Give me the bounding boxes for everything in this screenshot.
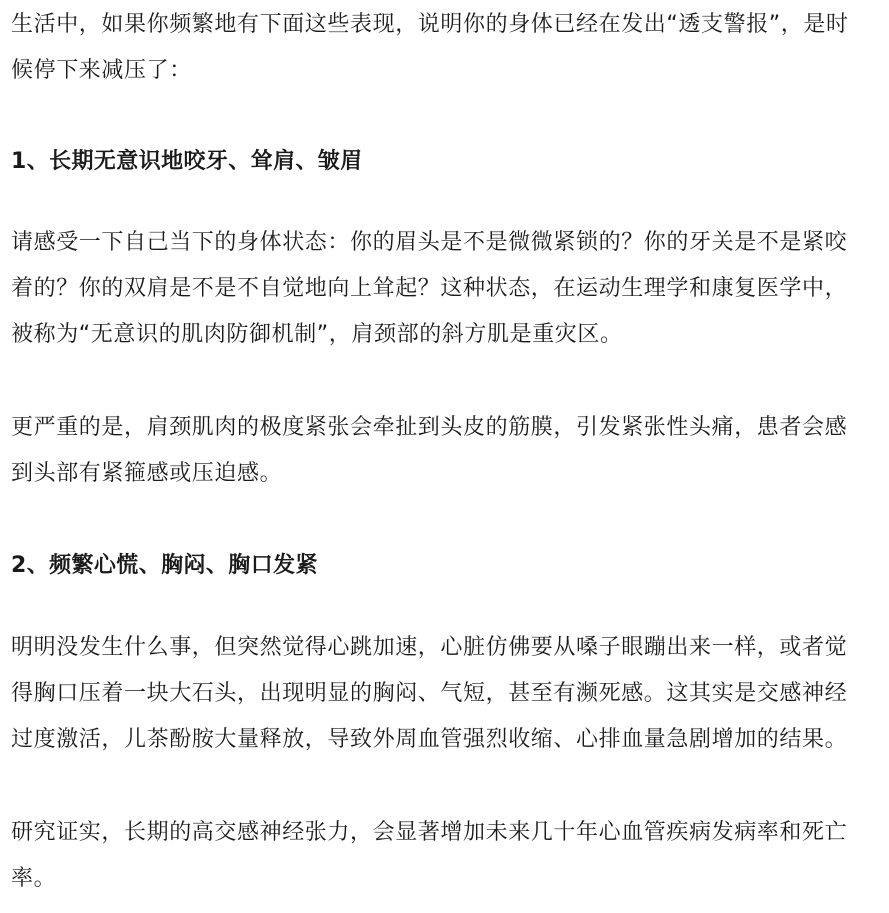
text-line: 更严重的是，肩颈肌肉的极度紧张会牵扯到头皮的筋膜，引发紧张性头痛，患者会感 <box>11 415 848 440</box>
text-line: 候停下来减压了： <box>11 58 192 83</box>
section-1-heading: 1、长期无意识地咬牙、耸肩、皱眉 <box>11 149 363 174</box>
text-line: 被称为“无意识的肌肉防御机制”，肩颈部的斜方肌是重灾区。 <box>11 322 623 347</box>
section-1-paragraph-1 <box>11 220 883 358</box>
section-2-paragraph-2 <box>11 810 883 902</box>
text-line: 生活中，如果你频繁地有下面这些表现，说明你的身体已经在发出“透支警报”，是时 <box>11 12 849 37</box>
section-2-paragraph-1 <box>11 625 883 763</box>
text-line: 研究证实，长期的高交感神经张力，会显著增加未来几十年心血管疾病发病率和死亡 <box>11 820 848 845</box>
section-2-heading: 2、频繁心慌、胸闷、胸口发紧 <box>11 553 318 578</box>
section-1-paragraph-2 <box>11 405 883 497</box>
text-line: 明明没发生什么事，但突然觉得心跳加速，心脏仿佛要从嗓子眼蹦出来一样，或者觉 <box>11 635 848 660</box>
intro-paragraph <box>11 2 883 94</box>
text-line: 得胸口压着一块大石头，出现明显的胸闷、气短，甚至有濒死感。这其实是交感神经 <box>11 681 848 706</box>
text-line: 到头部有紧箍感或压迫感。 <box>11 461 283 486</box>
text-line: 请感受一下自己当下的身体状态：你的眉头是不是微微紧锁的？你的牙关是不是紧咬 <box>11 230 848 255</box>
text-line: 率。 <box>11 866 57 891</box>
text-line: 过度激活，儿茶酚胺大量释放，导致外周血管强烈收缩、心排血量急剧增加的结果。 <box>11 727 848 752</box>
text-line: 着的？你的双肩是不是不自觉地向上耸起？这种状态，在运动生理学和康复医学中， <box>11 276 848 301</box>
